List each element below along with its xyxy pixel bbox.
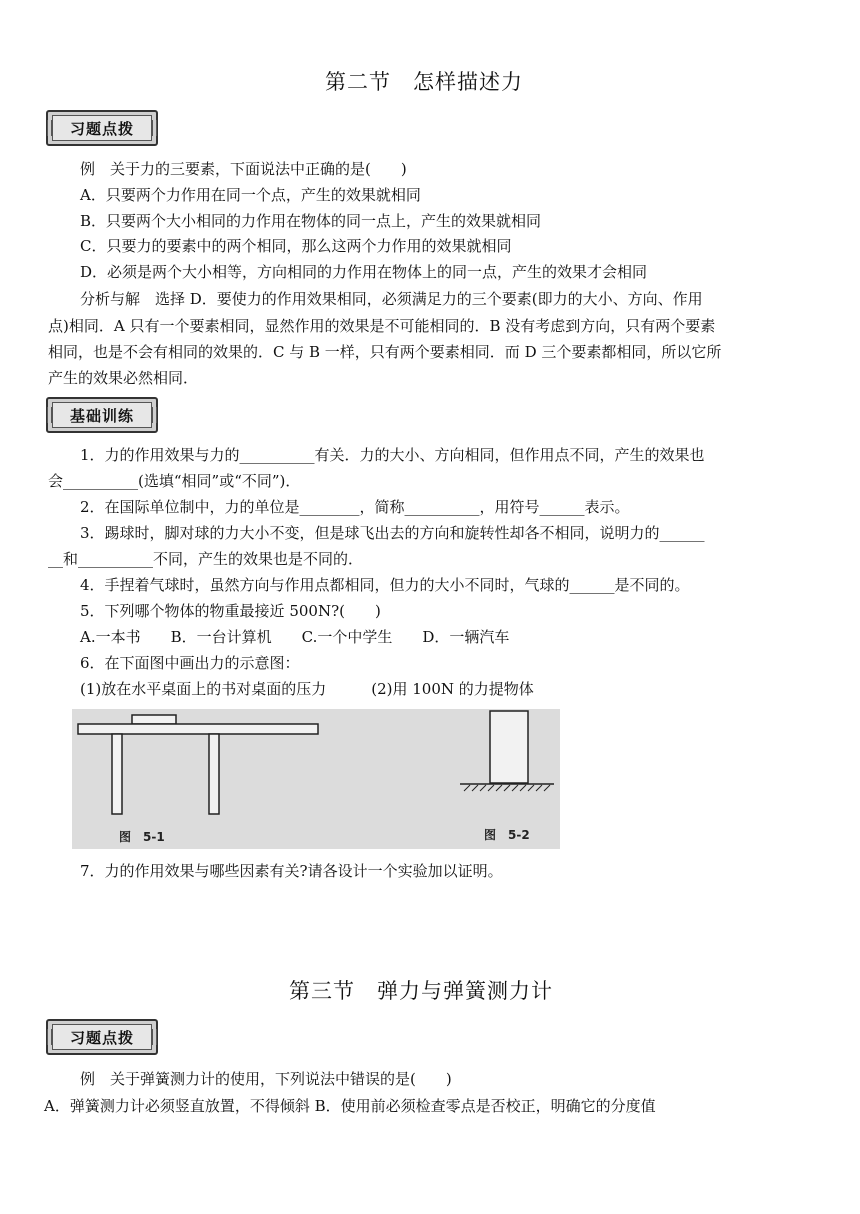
question-2: 2．在国际单位制中，力的单位是________，简称__________，用符号______表示。 <box>80 498 630 516</box>
section3-practice-tips-badge <box>46 1019 158 1055</box>
ground-hatching <box>464 785 550 791</box>
block-shape <box>490 711 528 783</box>
practice-tips-badge-label: 习题点拨 <box>52 115 152 141</box>
question-6-subparts: (1)放在水平桌面上的书对桌面的压力 (2)用 100N 的力提物体 <box>80 680 534 698</box>
figure-5-2-caption: 图 5-2 <box>484 828 530 842</box>
basic-training-badge <box>46 397 158 433</box>
analysis-line-2: 点)相同．A 只有一个要素相同，显然作用的效果是不可能相同的．B 没有考虑到方向，只有两个要素 <box>48 317 716 335</box>
analysis-line-4: 产生的效果必然相同． <box>48 369 199 387</box>
question-5: 5．下列哪个物体的物重最接近 500N?( ) <box>80 602 381 620</box>
analysis-line-1: 分析与解 选择 D．要使力的作用效果相同，必须满足力的三个要素(即力的大小、方向、作用 <box>80 290 703 308</box>
figure-5-1-caption: 图 5-1 <box>119 830 165 844</box>
option-d: D．必须是两个大小相等，方向相同的力作用在物体上的同一点，产生的效果才会相同 <box>80 263 648 281</box>
tabletop-shape <box>78 724 318 734</box>
question-5-options: A.一本书 B．一台计算机 C.一个中学生 D．一辆汽车 <box>80 628 510 646</box>
analysis-line-3: 相同，也是不会有相同的效果的．C 与 B 一样，只有两个要素相同．而 D 三个要素都相同，所以它所 <box>48 343 722 361</box>
practice-tips-badge <box>46 110 158 146</box>
example-question: 例 关于力的三要素，下面说法中正确的是( ) <box>80 160 407 178</box>
book-shape <box>132 715 176 724</box>
section2-title: 第二节 怎样描述力 <box>325 70 523 94</box>
section3-practice-tips-badge-label: 习题点拨 <box>52 1024 152 1050</box>
table-leg-left <box>112 734 122 814</box>
question-1-line-2: 会__________(选填“相同”或“不同”)． <box>48 472 301 490</box>
question-3-line-2: __和__________不同，产生的效果也是不同的． <box>48 550 364 568</box>
section3-option-line: A．弹簧测力计必须竖直放置，不得倾斜 B．使用前必须检查零点是否校正，明确它的分度值 <box>44 1097 656 1115</box>
question-4: 4．手捏着气球时，虽然方向与作用点都相同，但力的大小不同时，气球的______是不同的。 <box>80 576 690 594</box>
question-1-line-1: 1．力的作用效果与力的__________有关．力的大小、方向相同，但作用点不同，产生的效果也 <box>80 446 705 464</box>
question-7: 7．力的作用效果与哪些因素有关?请各设计一个实验加以证明。 <box>80 862 503 880</box>
figure-5-1 <box>72 709 460 849</box>
option-c: C．只要力的要素中的两个相同，那么这两个力作用的效果就相同 <box>80 237 512 255</box>
option-b: B．只要两个大小相同的力作用在物体的同一点上，产生的效果就相同 <box>80 212 542 230</box>
section3-example-question: 例 关于弹簧测力计的使用，下列说法中错误的是( ) <box>80 1070 452 1088</box>
basic-training-badge-label: 基础训练 <box>52 402 152 428</box>
question-6: 6．在下面图中画出力的示意图： <box>80 654 300 672</box>
table-leg-right <box>209 734 219 814</box>
option-a: A．只要两个力作用在同一个点，产生的效果就相同 <box>80 186 421 204</box>
figure-5-2 <box>460 709 560 849</box>
question-3-line-1: 3．踢球时，脚对球的力大小不变，但是球飞出去的方向和旋转性却各不相同，说明力的______ <box>80 524 705 542</box>
section3-title: 第三节 弹力与弹簧测力计 <box>289 979 553 1003</box>
